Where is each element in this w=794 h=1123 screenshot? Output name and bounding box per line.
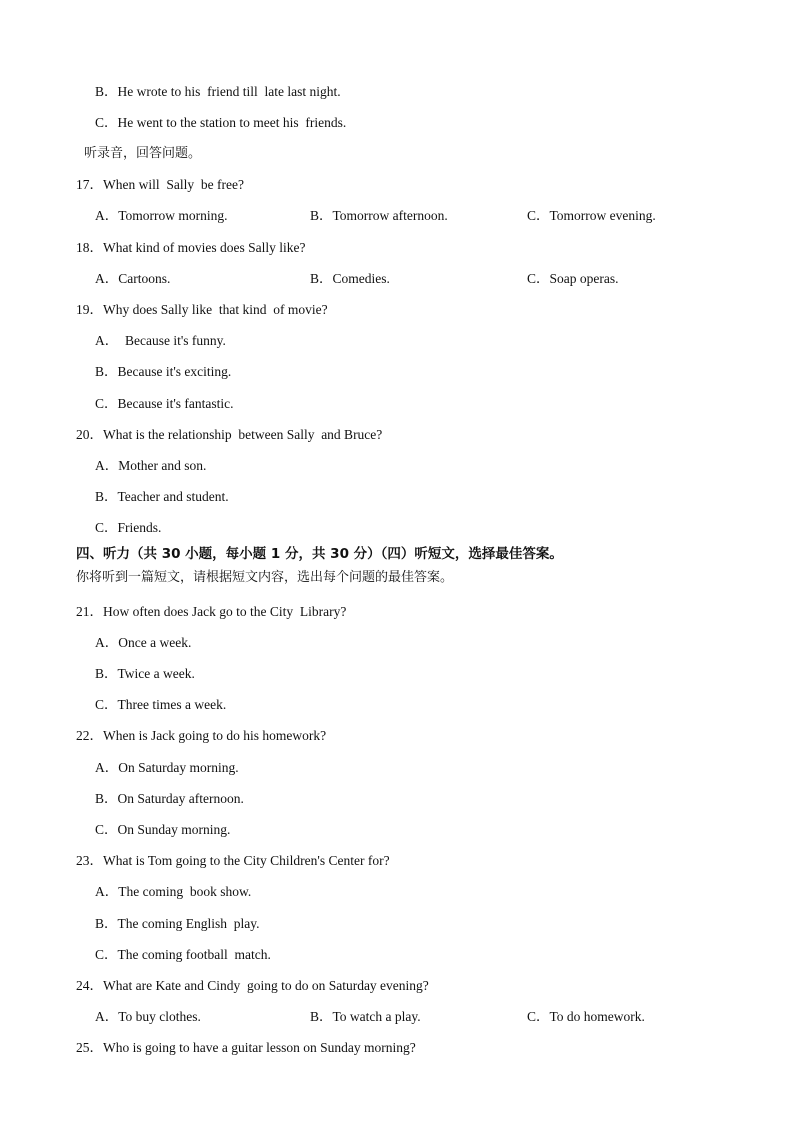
option-c: C．Friends.	[95, 520, 162, 535]
question-20: 20．What is the relationship between Sally and Bruce?	[76, 427, 383, 442]
option-b: B．He wrote to his friend till late last night.	[95, 84, 341, 99]
question-25: 25．Who is going to have a guitar lesson on Sunday morning?	[76, 1040, 416, 1055]
option-c: C．Soap operas.	[527, 271, 619, 286]
option-a: A．To buy clothes.	[95, 1009, 201, 1024]
option-a: A．Once a week.	[95, 635, 192, 650]
question-23: 23．What is Tom going to the City Children's Center for?	[76, 853, 390, 868]
option-b: B．Twice a week.	[95, 666, 195, 681]
option-b: B．Because it's exciting.	[95, 364, 232, 379]
option-b: B．Comedies.	[310, 271, 390, 286]
listening-instruction: 听录音，回答问题。	[84, 146, 202, 161]
option-a: A．The coming book show.	[95, 884, 252, 899]
option-c: C．The coming football match.	[95, 947, 271, 962]
option-a: A．Cartoons.	[95, 271, 171, 286]
option-a: A．Tomorrow morning.	[95, 208, 228, 223]
option-c: C．Tomorrow evening.	[527, 208, 656, 223]
question-17: 17．When will Sally be free?	[76, 177, 244, 192]
option-c: C．Three times a week.	[95, 697, 227, 712]
option-c: C．On Sunday morning.	[95, 822, 231, 837]
section-title: 四、听力（共 30 小题，每小题 1 分，共 30 分）（四）听短文，选择最佳答案。	[76, 546, 563, 562]
option-a: A． Because it's funny.	[95, 333, 226, 348]
option-b: B．On Saturday afternoon.	[95, 791, 244, 806]
question-21: 21．How often does Jack go to the City Library?	[76, 604, 347, 619]
option-a: A．Mother and son.	[95, 458, 207, 473]
option-b: B．To watch a play.	[310, 1009, 421, 1024]
option-b: B．Tomorrow afternoon.	[310, 208, 448, 223]
question-18: 18．What kind of movies does Sally like?	[76, 240, 306, 255]
option-c: C．To do homework.	[527, 1009, 645, 1024]
question-22: 22．When is Jack going to do his homework?	[76, 728, 327, 743]
option-a: A．On Saturday morning.	[95, 760, 239, 775]
question-19: 19．Why does Sally like that kind of movie?	[76, 302, 328, 317]
option-c: C．He went to the station to meet his friends.	[95, 115, 347, 130]
question-24: 24．What are Kate and Cindy going to do on Saturday evening?	[76, 978, 429, 993]
option-b: B．Teacher and student.	[95, 489, 229, 504]
section-instruction: 你将听到一篇短文，请根据短文内容，选出每个问题的最佳答案。	[76, 570, 454, 585]
option-b: B．The coming English play.	[95, 916, 260, 931]
option-c: C．Because it's fantastic.	[95, 396, 234, 411]
